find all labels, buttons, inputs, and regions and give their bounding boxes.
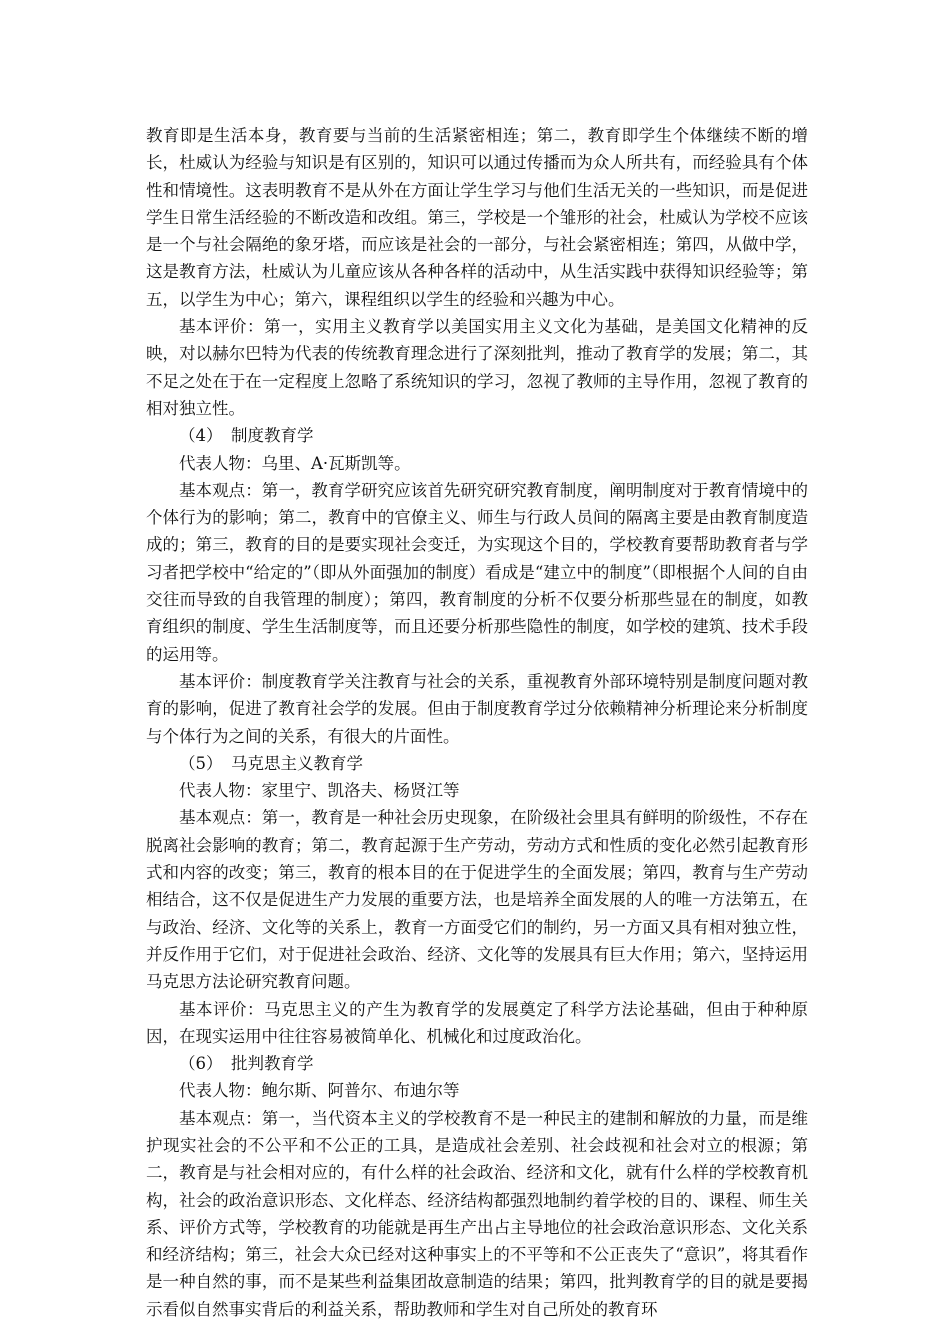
section-title: 制度教育学 bbox=[231, 426, 314, 446]
section-number: （5） bbox=[179, 753, 223, 773]
paragraph-institutional-evaluation: 基本评价：制度教育学关注教育与社会的关系，重视教育外部环境特别是制度问题对教育的影响，促进了教育社会学的发展。但由于制度教育学过分依赖精神分析理论来分析制度与个体行为之间的关系，有很大的片面性。 bbox=[146, 671, 808, 746]
paragraph-institutional-representatives: 代表人物：乌里、A·瓦斯凯等。 bbox=[179, 453, 411, 473]
paragraph-pragmatism-evaluation: 基本评价：第一，实用主义教育学以美国实用主义文化为基础，是美国文化精神的反映，对以赫尔巴特为代表的传统教育理念进行了深刻批判，推动了教育学的发展；第二，其不足之处在于在一定程度上忽略了系统知识的学习，忽视了教师的主导作用，忽视了教育的相对独立性。 bbox=[146, 317, 808, 418]
section-heading-institutional bbox=[146, 422, 808, 449]
paragraph-critical-views: 基本观点：第一，当代资本主义的学校教育不是一种民主的建制和解放的力量，而是维护现实社会的不公平和不公正的工具，是造成社会差别、社会歧视和社会对立的根源；第二，教育是与社会相对应的，有什么样的社会政治、经济和文化，就有什么样的学校教育机构，社会的政治意识形态、文化样态、经济结构都强烈地制约着学校的目的、课程、师生关系、评价方式等，学校教育的功能就是再生产出占主导地位的社会政治意识形态、文化关系和经济结构；第三，社会大众已经对这种事实上的不平等和不公正丧失了“意识”，将其看作是一种自然的事，而不是某些利益集团故意制造的结果；第四，批判教育学的目的就是要揭示看似自然事实背后的利益关系，帮助教师和学生对自己所处的教育环 bbox=[146, 1108, 808, 1319]
section-heading-critical bbox=[146, 1050, 808, 1077]
section-title: 马克思主义教育学 bbox=[231, 753, 363, 773]
section-heading-marxist bbox=[146, 750, 808, 777]
paragraph-marxist-evaluation: 基本评价：马克思主义的产生为教育学的发展奠定了科学方法论基础，但由于种种原因，在现实运用中往往容易被简单化、机械化和过度政治化。 bbox=[146, 999, 808, 1046]
paragraph-critical-representatives: 代表人物：鲍尔斯、阿普尔、布迪尔等 bbox=[179, 1081, 460, 1101]
paragraph-marxist-views: 基本观点：第一，教育是一种社会历史现象，在阶级社会里具有鲜明的阶级性，不存在脱离社会影响的教育；第二，教育起源于生产劳动，劳动方式和性质的变化必然引起教育形式和内容的改变；第三，教育的根本目的在于促进学生的全面发展；第四，教育与生产劳动相结合，这不仅是促进生产力发展的重要方法，也是培养全面发展的人的唯一方法第五，在与政治、经济、文化等的关系上，教育一方面受它们的制约，另一方面又具有相对独立性，并反作用于它们，对于促进社会政治、经济、文化等的发展具有巨大作用；第六，坚持运用马克思方法论研究教育问题。 bbox=[146, 808, 808, 992]
paragraph-pragmatism-views-cont: 教育即是生活本身，教育要与当前的生活紧密相连；第二，教育即学生个体继续不断的增长，杜威认为经验与知识是有区别的，知识可以通过传播而为众人所共有，而经验具有个体性和情境性。这表明教育不是从外在方面让学生学习与他们生活无关的一些知识，而是促进学生日常生活经验的不断改造和改组。第三，学校是一个雏形的社会，杜威认为学校不应该是一个与社会隔绝的象牙塔，而应该是社会的一部分，与社会紧密相连；第四，从做中学，这是教育方法，杜威认为儿童应该从各种各样的活动中，从生活实践中获得知识经验等；第五，以学生为中心；第六，课程组织以学生的经验和兴趣为中心。 bbox=[146, 126, 808, 309]
section-number: （4） bbox=[179, 426, 223, 446]
document-body bbox=[146, 122, 808, 1323]
paragraph-institutional-views: 基本观点：第一，教育学研究应该首先研究研究教育制度，阐明制度对于教育情境中的个体行为的影响；第二，教育中的官僚主义、师生与行政人员间的隔离主要是由教育制度造成的；第三，教育的目的是要实现社会变迁，为实现这个目的，学校教育要帮助教育者与学习者把学校中“给定的”（即从外面强加的制度）看成是“建立中的制度”（即根据个人间的自由交往而导致的自我管理的制度）；第四，教育制度的分析不仅要分析那些显在的制度，如教育组织的制度、学生生活制度等，而且还要分析那些隐性的制度，如学校的建筑、技术手段的运用等。 bbox=[146, 480, 808, 664]
paragraph-marxist-representatives: 代表人物：家里宁、凯洛夫、杨贤江等 bbox=[179, 781, 460, 801]
section-title: 批判教育学 bbox=[231, 1054, 314, 1074]
section-number: （6） bbox=[179, 1054, 223, 1074]
